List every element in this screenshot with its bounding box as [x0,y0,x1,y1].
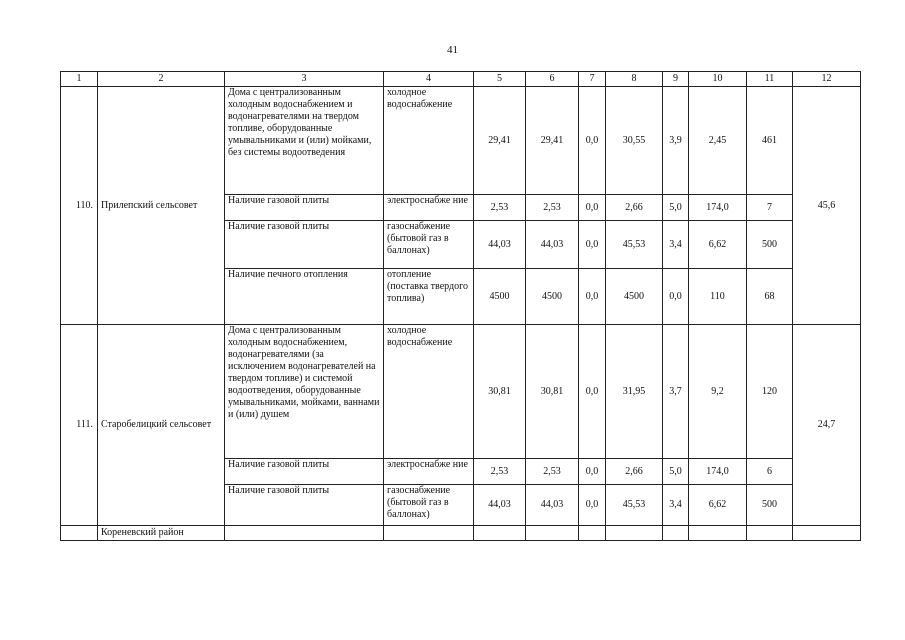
value-cell: 0,0 [579,87,606,195]
value-cell: 3,7 [663,325,689,459]
housing-description: Наличие газовой плиты [225,485,384,526]
value-cell: 44,03 [526,221,579,269]
value-cell: 45,53 [606,485,663,526]
value-cell: 4500 [474,269,526,325]
empty-cell [61,526,98,541]
value-cell: 44,03 [474,485,526,526]
column-header: 10 [689,72,747,87]
value-cell: 4500 [526,269,579,325]
empty-cell [526,526,579,541]
value-cell: 500 [747,221,793,269]
value-cell: 500 [747,485,793,526]
column-header: 6 [526,72,579,87]
column-header: 8 [606,72,663,87]
value-cell: 2,53 [526,459,579,485]
value-cell: 2,53 [474,459,526,485]
column-header: 4 [384,72,474,87]
empty-cell [606,526,663,541]
value-cell: 29,41 [474,87,526,195]
housing-description: Наличие печного отопления [225,269,384,325]
column-header: 3 [225,72,384,87]
value-cell: 174,0 [689,459,747,485]
value-cell: 6,62 [689,221,747,269]
value-cell: 461 [747,87,793,195]
table-row [61,87,861,195]
table-row [61,325,861,459]
value-cell: 4500 [606,269,663,325]
empty-cell [384,526,474,541]
empty-cell [225,526,384,541]
housing-description: Наличие газовой плиты [225,459,384,485]
value-cell: 0,0 [579,195,606,221]
settlement-name: Старобелицкий сельсовет [98,325,225,526]
value-cell: 30,55 [606,87,663,195]
housing-description: Наличие газовой плиты [225,195,384,221]
empty-cell [663,526,689,541]
value-cell: 44,03 [474,221,526,269]
column-header: 7 [579,72,606,87]
value-cell: 68 [747,269,793,325]
value-cell: 7 [747,195,793,221]
value-cell: 2,66 [606,459,663,485]
empty-cell [793,526,861,541]
column-header: 12 [793,72,861,87]
value-cell: 45,53 [606,221,663,269]
value-cell: 29,41 [526,87,579,195]
value-cell: 2,53 [526,195,579,221]
value-cell: 5,0 [663,459,689,485]
value-cell: 120 [747,325,793,459]
value-cell: 174,0 [689,195,747,221]
value-cell: 5,0 [663,195,689,221]
value-cell: 0,0 [579,269,606,325]
value-cell: 3,4 [663,485,689,526]
value-cell: 30,81 [526,325,579,459]
row-number: 111. [61,325,98,526]
value-cell: 0,0 [579,459,606,485]
housing-description: Дома с централизованным холодным водоснабжением, водонагревателями (за исключением водонагревателей на твердом топливе) и системой водоотведения, оборудованные умывальниками, мойками, ваннами и (или) душем [225,325,384,459]
value-cell: 9,2 [689,325,747,459]
value-cell: 2,53 [474,195,526,221]
service-type: газоснабжение (бытовой газ в баллонах) [384,221,474,269]
column-header: 9 [663,72,689,87]
value-cell: 3,4 [663,221,689,269]
value-cell: 6,62 [689,485,747,526]
value-cell: 31,95 [606,325,663,459]
value-cell: 110 [689,269,747,325]
service-type: электроснабже ние [384,195,474,221]
empty-cell [689,526,747,541]
housing-description: Наличие газовой плиты [225,221,384,269]
value-cell: 0,0 [579,221,606,269]
row-number: 110. [61,87,98,325]
page-number: 41 [447,44,458,56]
summary-value: 24,7 [793,325,861,526]
district-row [61,526,861,541]
value-cell: 3,9 [663,87,689,195]
summary-value: 45,6 [793,87,861,325]
value-cell: 0,0 [579,325,606,459]
service-type: отопление (поставка твердого топлива) [384,269,474,325]
empty-cell [747,526,793,541]
service-type: холодное водоснабжение [384,325,474,459]
value-cell: 44,03 [526,485,579,526]
header-row [61,72,861,87]
service-type: электроснабже ние [384,459,474,485]
value-cell: 6 [747,459,793,485]
empty-cell [579,526,606,541]
settlement-name: Прилепский сельсовет [98,87,225,325]
value-cell: 0,0 [579,485,606,526]
value-cell: 0,0 [663,269,689,325]
column-header: 5 [474,72,526,87]
value-cell: 2,66 [606,195,663,221]
column-header: 1 [61,72,98,87]
data-table [60,71,861,541]
service-type: газоснабжение (бытовой газ в баллонах) [384,485,474,526]
column-header: 2 [98,72,225,87]
housing-description: Дома с централизованным холодным водоснабжением и водонагревателями на твердом топливе, оборудованные умывальниками и (или) мойками, без системы водоотведения [225,87,384,195]
value-cell: 30,81 [474,325,526,459]
value-cell: 2,45 [689,87,747,195]
service-type: холодное водоснабжение [384,87,474,195]
district-name: Кореневский район [98,526,225,541]
empty-cell [474,526,526,541]
column-header: 11 [747,72,793,87]
